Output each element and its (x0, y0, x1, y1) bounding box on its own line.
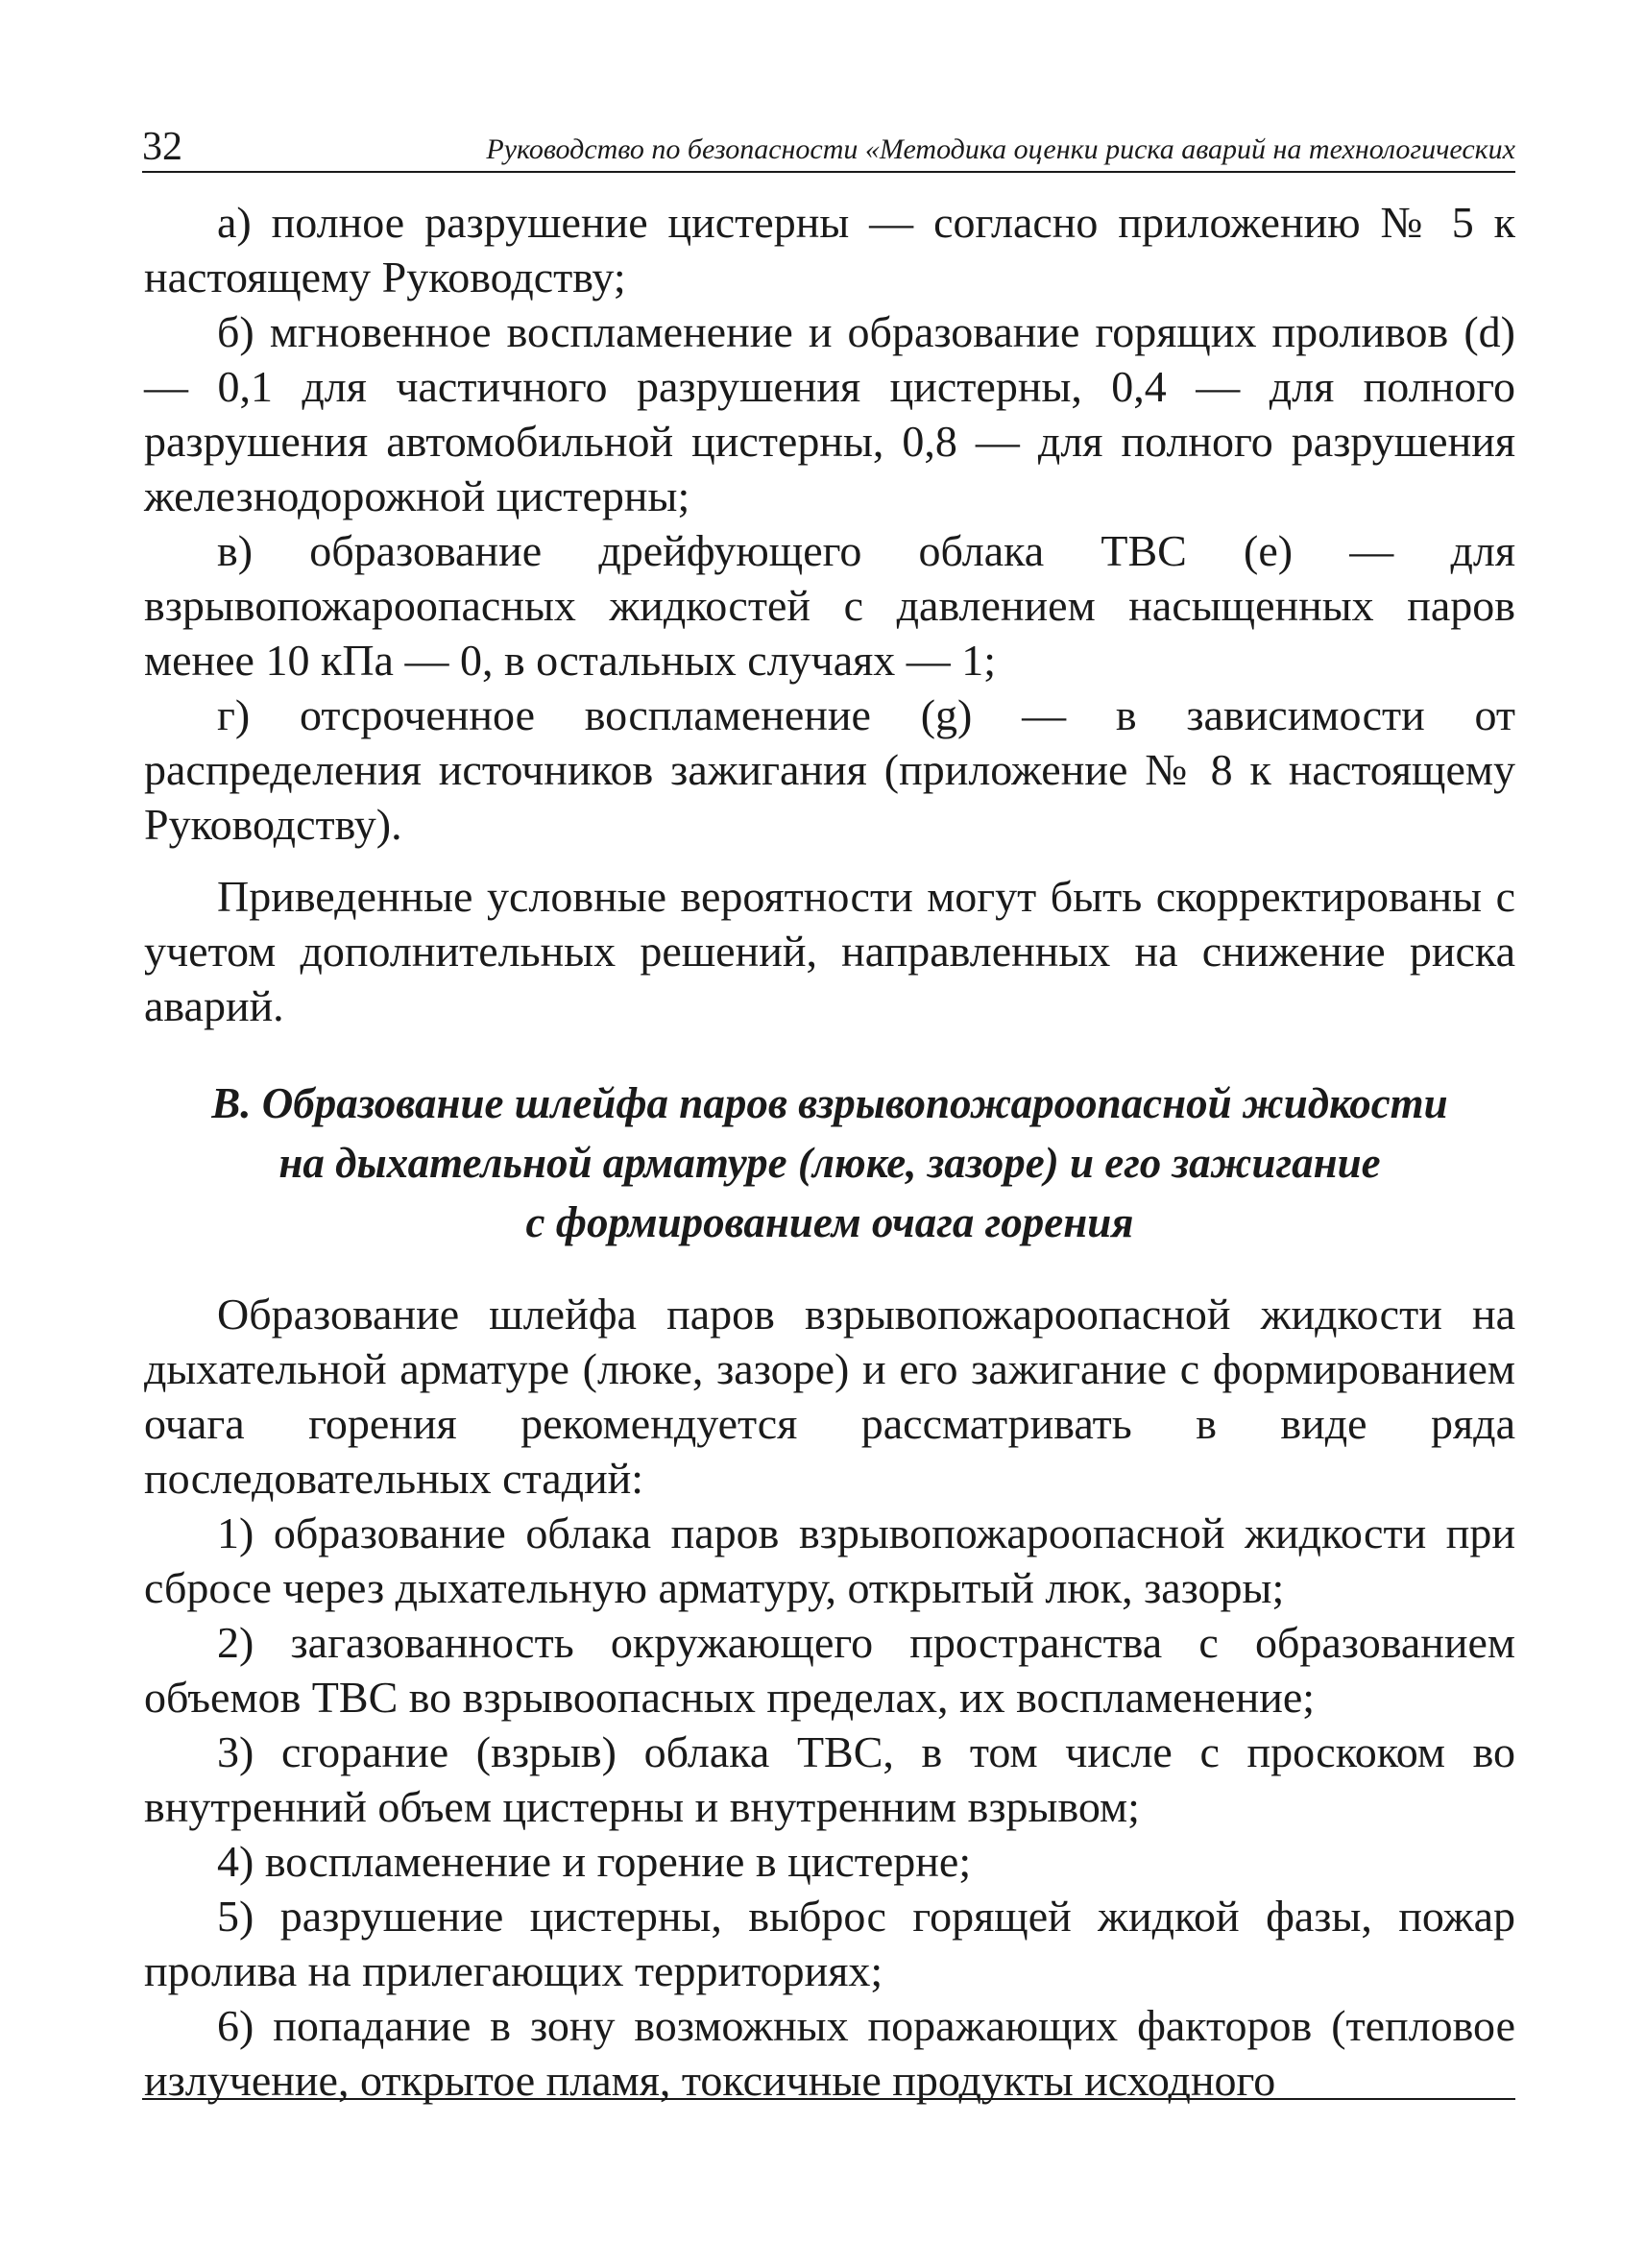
page-number: 32 (142, 125, 182, 169)
paragraph: а) полное разрушение цистерны — согласно приложению № 5 к настоящему Руководству; (144, 198, 1515, 302)
section-heading-line: на дыхательной арматуре (люке, зазоре) и его зажигание (278, 1139, 1381, 1187)
list-item: 4) воспламенение и горение в цистерне; (217, 1837, 972, 1886)
list-item: 2) загазованность окружающего пространства с образованием объемов ТВС во взрывоопасных пределах, их воспламенение; (144, 1618, 1515, 1722)
list-item: 1) образование облака паров взрывопожароопасной жидкости при сбросе через дыхательную арматуру, открытый люк, зазоры; (144, 1508, 1515, 1612)
section-heading (144, 1074, 1515, 1252)
section-heading-line: В. Образование шлейфа паров взрывопожароопасной жидкости (211, 1079, 1448, 1127)
body-text (144, 195, 1515, 2108)
footer-rule (142, 2098, 1515, 2100)
list-item: 3) сгорание (взрыв) облака ТВС, в том числе с проскоком во внутренний объем цистерны и внутренним взрывом; (144, 1727, 1515, 1831)
page-header (142, 123, 1515, 173)
list-item: 6) попадание в зону возможных поражающих факторов (тепловое излучение, открытое пламя, токсичные продукты исходного (144, 2001, 1515, 2105)
paragraph: в) образование дрейфующего облака ТВС (e) — для взрывопожароопасных жидкостей с давлением насыщенных паров менее 10 кПа — 0, в остальных случаях — 1; (144, 526, 1515, 685)
running-head: Руководство по безопасности «Методика оценки риска аварий на технологических (486, 133, 1515, 165)
paragraph: Образование шлейфа паров взрывопожароопасной жидкости на дыхательной арматуре (люке, зазоре) и его зажигание с формированием очага горения рекомендуется рассматривать в виде ряда последовательных стадий: (144, 1290, 1515, 1503)
list-item: 5) разрушение цистерны, выброс горящей жидкой фазы, пожар пролива на прилегающих территориях; (144, 1892, 1515, 1995)
paragraph: г) отсроченное воспламенение (g) — в зависимости от распределения источников зажигания (приложение № 8 к настоящему Руководству). (144, 690, 1515, 849)
paragraph: Приведенные условные вероятности могут быть скорректированы с учетом дополнительных решений, направленных на снижение риска аварий. (144, 872, 1515, 1030)
paragraph: б) мгновенное воспламенение и образование горящих проливов (d) — 0,1 для частичного разрушения цистерны, 0,4 — для полного разрушения автомобильной цистерны, 0,8 — для полного разрушения железнодорожной цистерны; (144, 307, 1515, 520)
section-heading-line: с формированием очага горения (525, 1198, 1134, 1246)
